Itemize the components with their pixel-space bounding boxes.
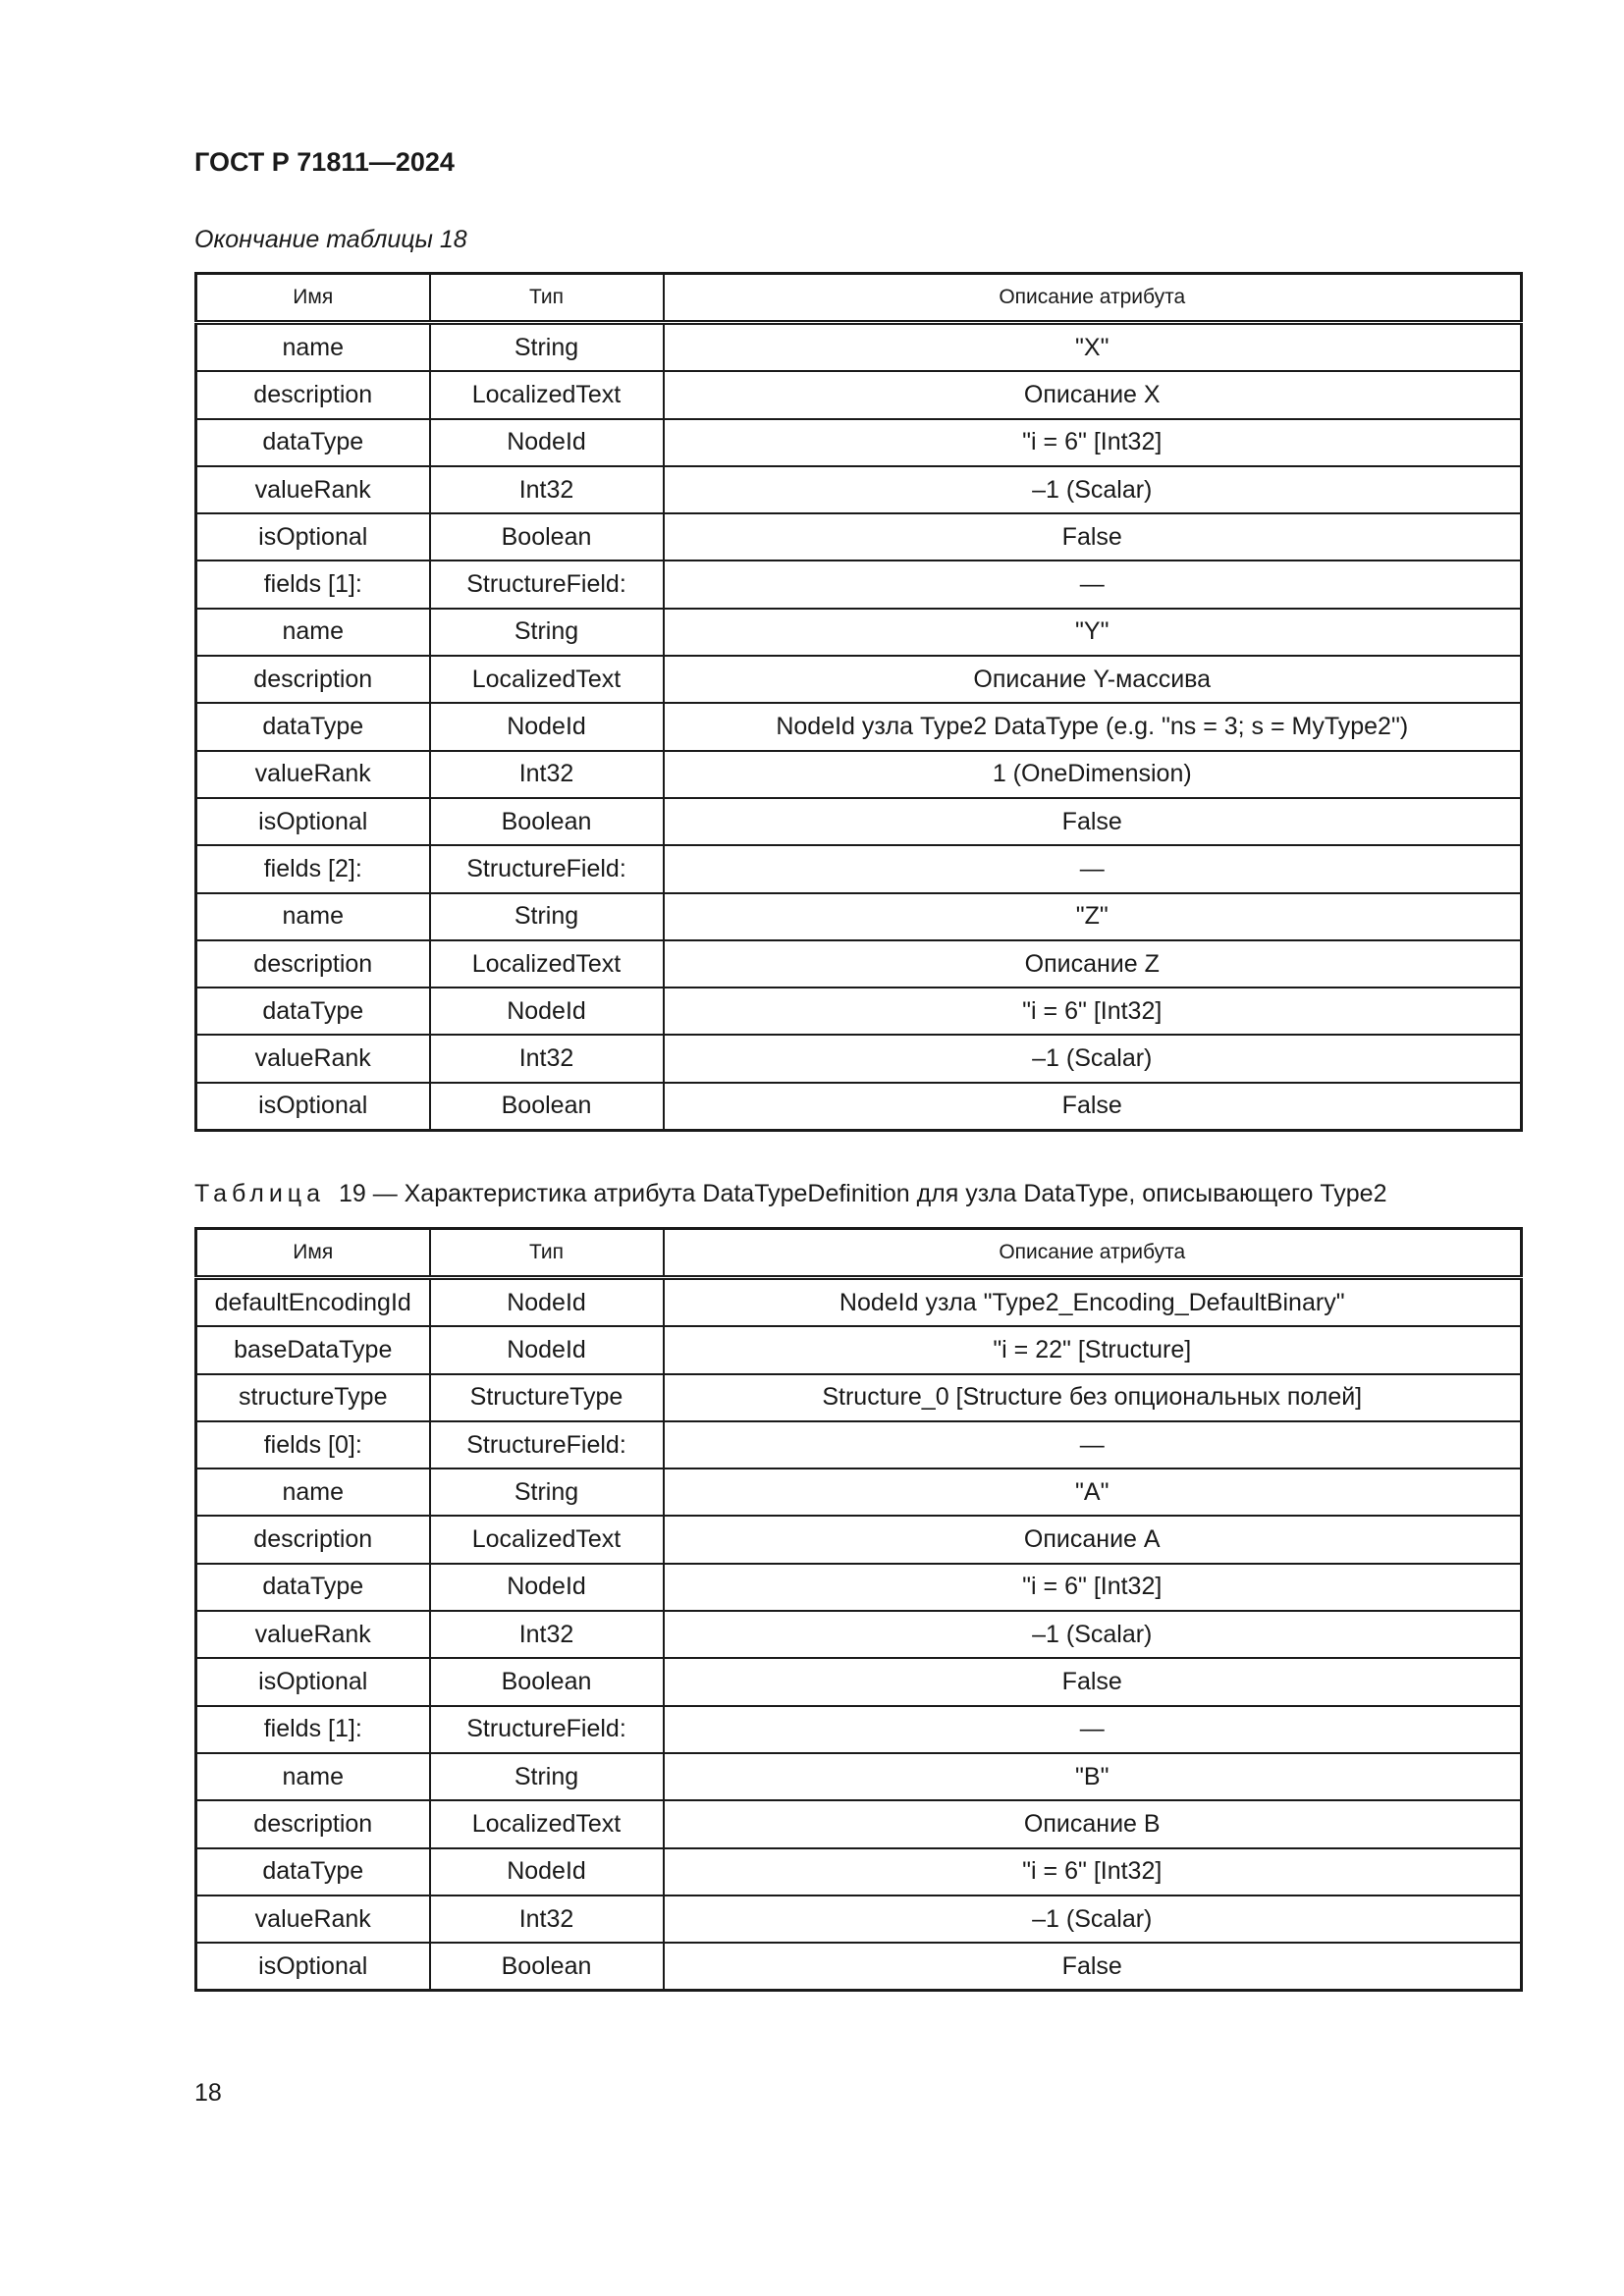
table-19: [194, 1227, 1523, 1992]
column-header-type: Тип: [430, 274, 664, 323]
cell-description: —: [664, 845, 1522, 892]
cell-name: isOptional: [196, 1658, 430, 1705]
cell-description: —: [664, 1421, 1522, 1468]
cell-name: valueRank: [196, 466, 430, 513]
cell-name: description: [196, 371, 430, 418]
table-18-body: [196, 323, 1522, 1131]
cell-name: fields [1]:: [196, 1706, 430, 1753]
cell-description: "Y": [664, 609, 1522, 656]
table-row: [196, 656, 1522, 703]
cell-name: valueRank: [196, 1896, 430, 1943]
table-row: [196, 1421, 1522, 1468]
cell-name: dataType: [196, 419, 430, 466]
cell-type: String: [430, 1753, 664, 1800]
cell-type: LocalizedText: [430, 1516, 664, 1563]
cell-description: "i = 6" [Int32]: [664, 1564, 1522, 1611]
table-row: [196, 466, 1522, 513]
table-row: [196, 609, 1522, 656]
cell-description: Описание X: [664, 371, 1522, 418]
cell-name: isOptional: [196, 1943, 430, 1991]
cell-description: —: [664, 1706, 1522, 1753]
cell-type: StructureType: [430, 1374, 664, 1421]
table-row: [196, 323, 1522, 372]
cell-type: String: [430, 893, 664, 940]
table-row: [196, 419, 1522, 466]
cell-type: NodeId: [430, 1564, 664, 1611]
cell-name: valueRank: [196, 751, 430, 798]
cell-name: baseDataType: [196, 1326, 430, 1373]
table-row: [196, 1326, 1522, 1373]
cell-type: String: [430, 1468, 664, 1516]
column-header-type: Тип: [430, 1229, 664, 1278]
table-18-caption: Окончание таблицы 18: [194, 226, 467, 253]
table-row: [196, 1800, 1522, 1847]
table-row: [196, 513, 1522, 561]
cell-description: –1 (Scalar): [664, 1611, 1522, 1658]
table-19-caption-text: 19 — Характеристика атрибута DataTypeDefinition для узла DataType, описывающего Type2: [338, 1180, 1387, 1207]
cell-type: Int32: [430, 751, 664, 798]
cell-name: name: [196, 1753, 430, 1800]
cell-description: NodeId узла Type2 DataType (e.g. "ns = 3; s = MyType2"): [664, 703, 1522, 750]
cell-name: defaultEncodingId: [196, 1278, 430, 1327]
column-header-name: Имя: [196, 1229, 430, 1278]
cell-type: NodeId: [430, 419, 664, 466]
table-row: [196, 893, 1522, 940]
cell-description: Structure_0 [Structure без опциональных полей]: [664, 1374, 1522, 1421]
table-row: [196, 1468, 1522, 1516]
document-header: ГОСТ Р 71811—2024: [194, 147, 455, 177]
cell-name: valueRank: [196, 1611, 430, 1658]
table-row: [196, 703, 1522, 750]
cell-description: False: [664, 798, 1522, 845]
cell-name: dataType: [196, 703, 430, 750]
cell-name: fields [2]:: [196, 845, 430, 892]
table-header-row: [196, 1229, 1522, 1278]
cell-type: NodeId: [430, 1326, 664, 1373]
cell-name: isOptional: [196, 1083, 430, 1131]
cell-name: description: [196, 1516, 430, 1563]
column-header-description: Описание атрибута: [664, 274, 1522, 323]
cell-description: "i = 6" [Int32]: [664, 1848, 1522, 1896]
cell-type: LocalizedText: [430, 656, 664, 703]
cell-type: LocalizedText: [430, 371, 664, 418]
cell-description: Описание Z: [664, 940, 1522, 988]
table-row: [196, 988, 1522, 1035]
table-row: [196, 1564, 1522, 1611]
cell-name: dataType: [196, 1564, 430, 1611]
column-header-name: Имя: [196, 274, 430, 323]
cell-type: Boolean: [430, 1943, 664, 1991]
table-row: [196, 798, 1522, 845]
cell-description: "i = 6" [Int32]: [664, 988, 1522, 1035]
cell-name: valueRank: [196, 1035, 430, 1082]
cell-description: False: [664, 1083, 1522, 1131]
table-row: [196, 1278, 1522, 1327]
table-row: [196, 1753, 1522, 1800]
cell-name: description: [196, 940, 430, 988]
table-19-caption-label: Таблица: [194, 1180, 326, 1207]
cell-type: Int32: [430, 1896, 664, 1943]
cell-name: isOptional: [196, 513, 430, 561]
cell-name: name: [196, 893, 430, 940]
cell-description: –1 (Scalar): [664, 1035, 1522, 1082]
cell-description: False: [664, 513, 1522, 561]
cell-type: Int32: [430, 466, 664, 513]
cell-type: Boolean: [430, 513, 664, 561]
cell-type: Boolean: [430, 798, 664, 845]
cell-description: "Z": [664, 893, 1522, 940]
cell-name: description: [196, 656, 430, 703]
table-row: [196, 1516, 1522, 1563]
cell-name: isOptional: [196, 798, 430, 845]
cell-name: structureType: [196, 1374, 430, 1421]
cell-type: String: [430, 323, 664, 372]
cell-description: "i = 22" [Structure]: [664, 1326, 1522, 1373]
cell-description: 1 (OneDimension): [664, 751, 1522, 798]
cell-name: fields [0]:: [196, 1421, 430, 1468]
table-row: [196, 561, 1522, 608]
table-row: [196, 751, 1522, 798]
cell-description: Описание A: [664, 1516, 1522, 1563]
table-row: [196, 940, 1522, 988]
table-header-row: [196, 274, 1522, 323]
table-row: [196, 1083, 1522, 1131]
cell-type: Boolean: [430, 1083, 664, 1131]
table-row: [196, 1848, 1522, 1896]
cell-description: NodeId узла "Type2_Encoding_DefaultBinary": [664, 1278, 1522, 1327]
cell-description: Описание B: [664, 1800, 1522, 1847]
cell-type: Boolean: [430, 1658, 664, 1705]
cell-name: name: [196, 1468, 430, 1516]
cell-name: dataType: [196, 1848, 430, 1896]
table-row: [196, 1896, 1522, 1943]
cell-type: StructureField:: [430, 1421, 664, 1468]
cell-type: StructureField:: [430, 561, 664, 608]
table-18: [194, 272, 1523, 1132]
cell-description: "i = 6" [Int32]: [664, 419, 1522, 466]
cell-type: LocalizedText: [430, 1800, 664, 1847]
cell-description: –1 (Scalar): [664, 1896, 1522, 1943]
table-19-body: [196, 1278, 1522, 1991]
cell-type: Int32: [430, 1611, 664, 1658]
cell-description: Описание Y-массива: [664, 656, 1522, 703]
column-header-description: Описание атрибута: [664, 1229, 1522, 1278]
table-row: [196, 371, 1522, 418]
cell-description: "B": [664, 1753, 1522, 1800]
table-19-caption: [194, 1180, 1387, 1208]
page-number: 18: [194, 2079, 222, 2107]
cell-type: NodeId: [430, 1278, 664, 1327]
cell-description: "A": [664, 1468, 1522, 1516]
cell-type: StructureField:: [430, 845, 664, 892]
table-row: [196, 1374, 1522, 1421]
table-row: [196, 1706, 1522, 1753]
cell-description: –1 (Scalar): [664, 466, 1522, 513]
cell-description: False: [664, 1943, 1522, 1991]
table-row: [196, 1658, 1522, 1705]
cell-description: "X": [664, 323, 1522, 372]
cell-type: String: [430, 609, 664, 656]
cell-name: name: [196, 609, 430, 656]
cell-name: dataType: [196, 988, 430, 1035]
cell-name: description: [196, 1800, 430, 1847]
cell-type: NodeId: [430, 988, 664, 1035]
cell-name: fields [1]:: [196, 561, 430, 608]
cell-type: NodeId: [430, 1848, 664, 1896]
cell-description: —: [664, 561, 1522, 608]
table-row: [196, 1943, 1522, 1991]
cell-name: name: [196, 323, 430, 372]
cell-type: StructureField:: [430, 1706, 664, 1753]
cell-description: False: [664, 1658, 1522, 1705]
table-row: [196, 845, 1522, 892]
table-row: [196, 1035, 1522, 1082]
table-row: [196, 1611, 1522, 1658]
cell-type: NodeId: [430, 703, 664, 750]
cell-type: Int32: [430, 1035, 664, 1082]
cell-type: LocalizedText: [430, 940, 664, 988]
